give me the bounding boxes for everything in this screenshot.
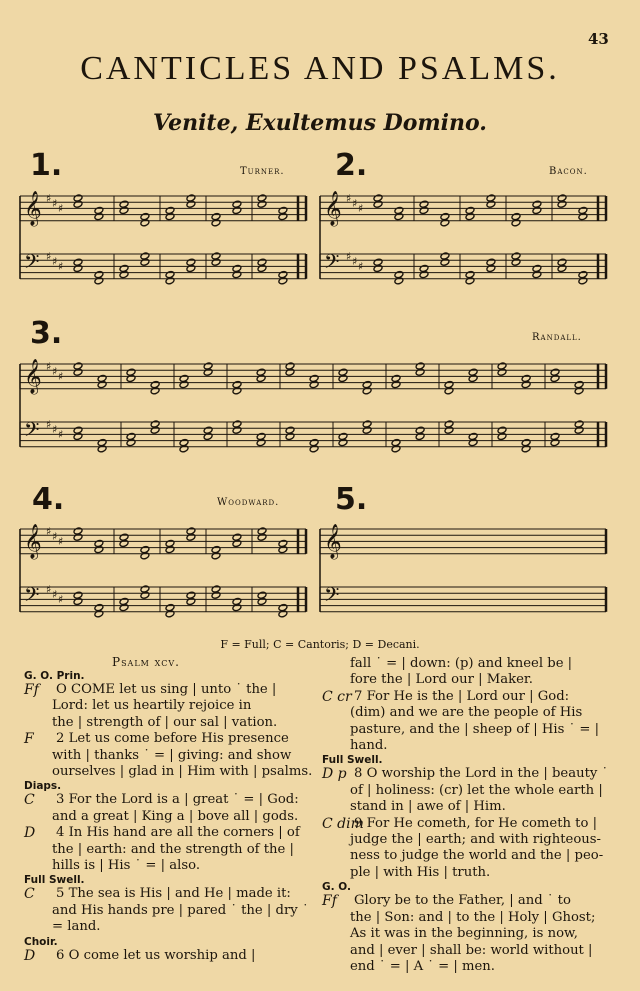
line-text: judge the | earth; and with righteous- (350, 832, 601, 848)
left-text-column (24, 670, 313, 964)
line-text: As it was in the beginning, is now, (350, 926, 578, 942)
dynamic-mark: D p (322, 766, 347, 783)
line-text: the | strength of | our sal | vation. (52, 714, 278, 730)
psalm-line (24, 948, 309, 964)
svg-text:♯: ♯ (46, 583, 52, 596)
line-text: 4 In His hand are all the corners | of (56, 825, 300, 841)
svg-text:𝄢: 𝄢 (24, 250, 40, 278)
dynamic-mark: C (24, 886, 35, 903)
svg-text:𝄢: 𝄢 (24, 583, 40, 611)
line-text: 9 For He cometh, for He cometh to | (354, 815, 598, 831)
dynamic-mark: Ff (24, 682, 39, 698)
psalm-line (24, 698, 309, 714)
chant-number: 5. (335, 482, 368, 517)
psalm-line (322, 848, 617, 864)
line-text: Lord: let us heartily rejoice in (52, 698, 252, 714)
line-text: hills is | His ˙ = | also. (52, 858, 201, 874)
svg-text:♯: ♯ (358, 202, 364, 215)
svg-text:♯: ♯ (58, 593, 64, 606)
psalm-line (322, 656, 617, 672)
psalm-title: Psalm xcv. (112, 655, 180, 669)
psalm-line (322, 799, 617, 815)
dynamic-mark: C dim (322, 815, 364, 832)
psalm-line (24, 842, 309, 858)
page-title: CANTICLES AND PSALMS. (80, 50, 560, 87)
svg-text:𝄞: 𝄞 (24, 524, 42, 559)
svg-text:♯: ♯ (52, 255, 58, 268)
psalm-line (322, 959, 617, 975)
chant-composer: Bacon. (549, 166, 588, 177)
psalm-line (24, 731, 309, 747)
section-heading: Full Swell. (24, 874, 85, 887)
section-heading: Choir. (24, 935, 58, 948)
svg-text:♯: ♯ (52, 530, 58, 543)
line-text: hand. (350, 738, 388, 754)
chant-number: 3. (30, 316, 63, 351)
psalm-line (24, 919, 309, 935)
music-system-4 (18, 515, 308, 625)
psalm-line (322, 943, 617, 959)
chant-composer: Randall. (532, 332, 582, 343)
psalm-line (322, 689, 617, 705)
svg-text:♯: ♯ (52, 197, 58, 210)
line-text: = land. (52, 919, 101, 935)
line-text: and a great | King a | bove all | gods. (52, 808, 299, 824)
chant-number: 2. (335, 148, 368, 183)
line-text: Glory be to the Father, | and ˙ to (354, 893, 571, 909)
svg-text:𝄢: 𝄢 (324, 583, 340, 611)
psalm-line (322, 816, 617, 832)
right-text-column (322, 656, 617, 975)
svg-text:♯: ♯ (346, 192, 352, 205)
line-text: ness to judge the world and the | peo- (350, 848, 604, 864)
line-text: pasture, and the | sheep of | His ˙ = | (350, 721, 600, 737)
line-text: 5 The sea is His | and He | made it: (56, 886, 291, 902)
dynamic-mark: F (24, 731, 34, 748)
svg-text:♯: ♯ (52, 365, 58, 378)
line-text: 3 For the Lord is a | great ˙ = | God: (56, 792, 299, 808)
psalm-line (322, 865, 617, 881)
line-text: with | thanks ˙ = | giving: and show (52, 747, 292, 763)
dynamic-mark: Ff (322, 893, 337, 910)
line-text: and | ever | shall be: world without | (350, 942, 593, 958)
line-text: the | Son: and | to the | Holy | Ghost; (350, 909, 596, 925)
music-system-3 (18, 350, 608, 465)
psalm-line (24, 809, 309, 825)
line-text: ourselves | glad in | Him with | psalms. (52, 764, 313, 780)
svg-text:𝄞: 𝄞 (324, 524, 342, 559)
line-text: O COME let us sing | unto ˙ the | (56, 682, 277, 697)
line-text: and His hands pre | pared ˙ the | dry ˙ (52, 902, 309, 918)
svg-text:𝄞: 𝄞 (324, 191, 342, 226)
svg-text:𝄞: 𝄞 (24, 191, 42, 226)
svg-text:♯: ♯ (46, 525, 52, 538)
svg-text:♯: ♯ (346, 250, 352, 263)
music-system-5 (318, 515, 608, 625)
psalm-line (24, 858, 309, 874)
line-text: 8 O worship the Lord in the | beauty ˙ (354, 766, 609, 782)
svg-text:♯: ♯ (46, 250, 52, 263)
chant-composer: Turner. (240, 166, 285, 177)
line-text: fore the | Lord our | Maker. (350, 672, 533, 688)
svg-text:♯: ♯ (58, 535, 64, 548)
psalm-line (24, 903, 309, 919)
psalm-line (322, 705, 617, 721)
page-subtitle: Venite, Exultemus Domino. (153, 110, 487, 136)
line-text: the | earth: and the strength of the | (52, 841, 294, 857)
svg-text:♯: ♯ (352, 255, 358, 268)
section-heading: Full Swell. (322, 754, 383, 767)
line-text: of | holiness: (cr) let the whole earth | (350, 782, 603, 798)
line-text: (dim) and we are the people of His (350, 705, 583, 721)
svg-text:♯: ♯ (46, 360, 52, 373)
psalm-line (322, 832, 617, 848)
psalm-line (322, 910, 617, 926)
chant-number: 4. (32, 482, 65, 517)
svg-text:♯: ♯ (52, 588, 58, 601)
chant-number: 1. (30, 148, 63, 183)
line-text: 7 For He is the | Lord our | God: (354, 688, 570, 704)
line-text: ple | with His | truth. (350, 864, 491, 880)
line-text: 2 Let us come before His presence (56, 731, 289, 747)
section-heading: G. O. (322, 881, 351, 894)
svg-text:♯: ♯ (46, 192, 52, 205)
psalm-line (322, 893, 617, 909)
section-heading: Diaps. (24, 780, 62, 793)
psalm-line (322, 926, 617, 942)
svg-text:♯: ♯ (58, 370, 64, 383)
svg-text:𝄞: 𝄞 (24, 359, 42, 394)
psalm-line (24, 764, 313, 780)
psalm-line (322, 722, 617, 738)
psalm-line (24, 825, 309, 841)
line-text: end ˙ = | A ˙ = | men. (350, 958, 495, 974)
svg-text:♯: ♯ (58, 202, 64, 215)
section-heading: G. O. Prin. (24, 670, 85, 682)
dynamic-mark: D (24, 947, 36, 964)
chant-composer: Woodward. (217, 497, 280, 508)
psalm-line (322, 672, 617, 688)
dynamics-legend: F = Full; C = Cantoris; D = Decani. (220, 638, 420, 651)
line-text: stand in | awe of | Him. (350, 799, 506, 815)
psalm-line (24, 792, 309, 808)
dynamic-mark: D (24, 825, 36, 842)
psalm-line (24, 748, 309, 764)
svg-text:𝄢: 𝄢 (24, 418, 40, 446)
dynamic-mark: C cr (322, 688, 352, 705)
svg-text:♯: ♯ (58, 428, 64, 441)
psalm-line (24, 886, 309, 902)
page-number: 43 (588, 30, 609, 48)
music-system-1 (18, 182, 308, 297)
svg-text:♯: ♯ (58, 260, 64, 273)
psalm-line (24, 682, 309, 698)
psalm-line (322, 783, 617, 799)
line-text: 6 O come let us worship and | (56, 947, 256, 963)
svg-text:♯: ♯ (352, 197, 358, 210)
dynamic-mark: C (24, 792, 35, 809)
music-system-2 (318, 182, 608, 297)
psalm-line (24, 715, 309, 731)
psalm-line (322, 738, 617, 754)
svg-text:♯: ♯ (46, 418, 52, 431)
svg-text:♯: ♯ (52, 423, 58, 436)
svg-text:𝄢: 𝄢 (324, 250, 340, 278)
line-text: fall ˙ = | down: (p) and kneel be | (350, 656, 573, 671)
svg-text:♯: ♯ (358, 260, 364, 273)
psalm-line (322, 766, 617, 782)
